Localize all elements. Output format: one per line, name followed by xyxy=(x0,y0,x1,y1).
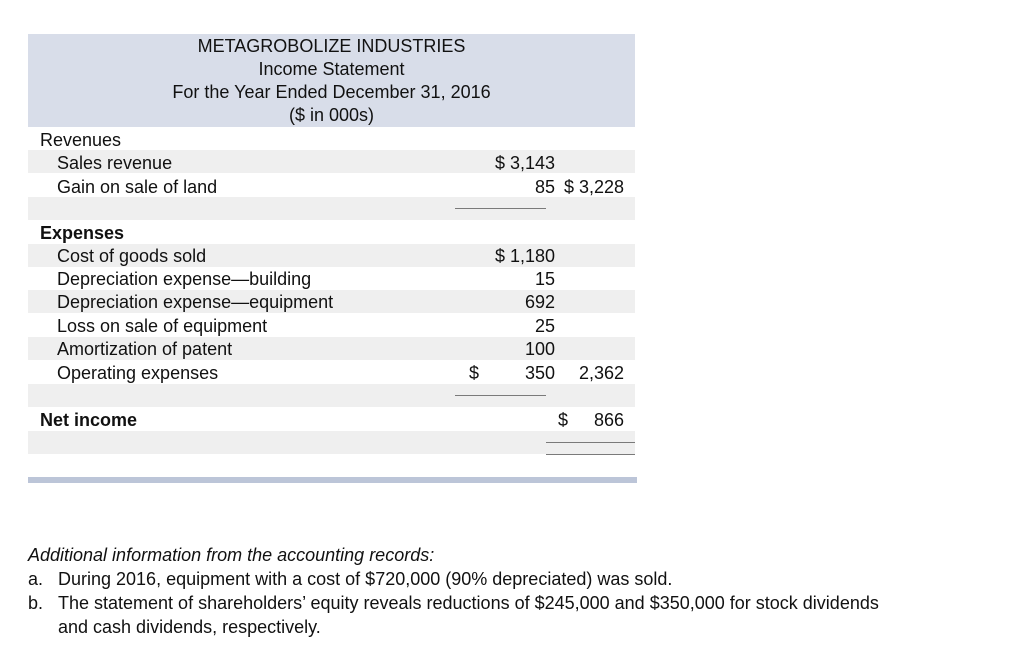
expenses-heading-row xyxy=(28,220,635,243)
line-item-amount: 692 xyxy=(524,292,555,312)
revenues-heading-row xyxy=(28,127,635,150)
statement-header xyxy=(28,34,635,127)
line-item-label: Amortization of patent xyxy=(57,339,233,359)
statement-title: Income Statement xyxy=(258,59,405,79)
total-rule-top xyxy=(546,442,635,443)
line-item-amount: 350 xyxy=(524,363,555,383)
spacer-row xyxy=(28,431,635,454)
statement-unit: ($ in 000s) xyxy=(288,105,375,125)
company-name: METAGROBOLIZE INDUSTRIES xyxy=(197,36,466,56)
line-item-label: Cost of goods sold xyxy=(57,246,207,266)
subtotal-rule xyxy=(455,208,546,209)
table-row xyxy=(28,150,635,173)
line-item-amount: $ 1,180 xyxy=(494,246,555,266)
line-item-label: Operating expenses xyxy=(57,363,219,383)
table-row xyxy=(28,174,635,197)
additional-info-heading: Additional information from the accounting records: xyxy=(28,545,435,565)
table-row xyxy=(28,337,635,360)
table-row xyxy=(28,290,635,313)
line-item-amount: $ 3,143 xyxy=(494,153,555,173)
subtotal-rule xyxy=(455,395,546,396)
table-row xyxy=(28,313,635,336)
statement-period: For the Year Ended December 31, 2016 xyxy=(172,82,491,102)
table-row xyxy=(28,360,635,383)
table-row xyxy=(28,267,635,290)
line-item-currency: $ xyxy=(469,363,480,383)
line-item-label: Depreciation expense—building xyxy=(57,269,312,289)
info-item-marker: b. xyxy=(28,593,44,613)
line-item-amount: 15 xyxy=(534,269,555,289)
expenses-heading: Expenses xyxy=(40,223,125,243)
table-row xyxy=(28,244,635,267)
net-income-label: Net income xyxy=(40,410,138,430)
info-item-marker: a. xyxy=(28,569,44,589)
expenses-total: 2,362 xyxy=(578,363,624,383)
line-item-amount: 25 xyxy=(534,316,555,336)
line-item-amount: 100 xyxy=(524,339,555,359)
total-rule-bottom xyxy=(546,454,635,455)
line-item-label: Loss on sale of equipment xyxy=(57,316,268,336)
net-income-row xyxy=(28,407,635,430)
net-income-currency: $ xyxy=(558,410,569,430)
line-item-amount: 85 xyxy=(534,177,555,197)
line-item-label: Gain on sale of land xyxy=(57,177,218,197)
info-item-text: During 2016, equipment with a cost of $720,000 (90% depreciated) was sold. xyxy=(58,569,673,589)
revenues-heading: Revenues xyxy=(40,130,122,150)
info-item-text: The statement of shareholders’ equity reveals reductions of $245,000 and $350,000 for stock dividends xyxy=(58,593,879,613)
revenues-total: $ 3,228 xyxy=(563,177,624,197)
line-item-label: Sales revenue xyxy=(57,153,173,173)
line-item-label: Depreciation expense—equipment xyxy=(57,292,334,312)
table-footer-bar xyxy=(28,477,637,483)
info-item-text-continued: and cash dividends, respectively. xyxy=(58,617,321,637)
net-income-amount: 866 xyxy=(593,410,624,430)
